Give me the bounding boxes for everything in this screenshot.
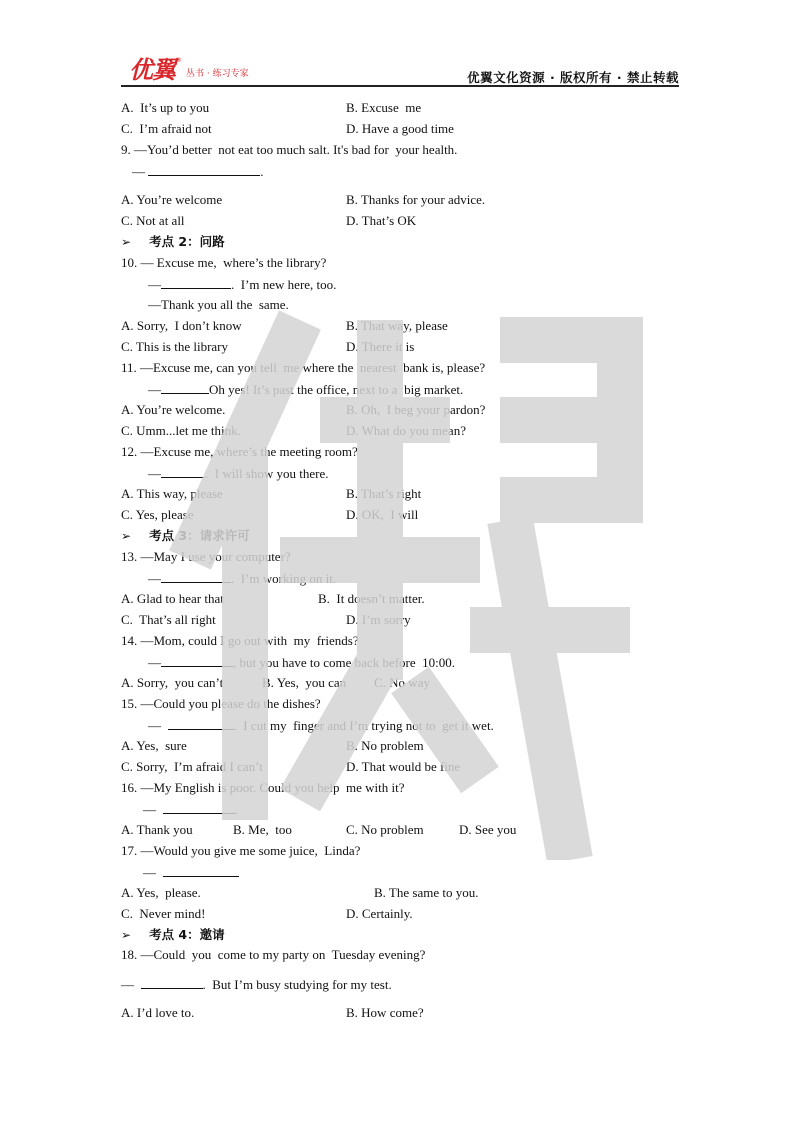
answer-blank [148, 163, 260, 176]
question-text: 18. —Could you come to my party on Tuesday evening? [121, 947, 426, 962]
logo-wordmark: 优翼 [129, 56, 175, 84]
page-header [121, 58, 679, 86]
answer-suffix: . I will show you there. [205, 466, 329, 481]
option-text: B. It doesn’t matter. [318, 591, 425, 606]
question-text: 17. —Would you give me some juice, Linda? [121, 843, 361, 858]
answer-blank [161, 570, 231, 583]
option-text: C. Never mind! [121, 906, 206, 921]
option-text: A. Thank you [121, 822, 193, 837]
option-text: B. No problem [346, 738, 424, 753]
option-text: A. You’re welcome [121, 192, 223, 207]
option-text: C. Umm...let me think. [121, 423, 241, 438]
question-text: 10. — Excuse me, where’s the library? [121, 255, 327, 270]
option-text: B. Oh, I beg your pardon? [346, 402, 486, 417]
brand-logo [129, 58, 249, 82]
question-text: 14. —Mom, could I go out with my friends? [121, 633, 359, 648]
option-text: C. No problem [346, 822, 424, 837]
option-text: C. This is the library [121, 339, 229, 354]
header-divider [121, 85, 679, 87]
answer-suffix: . I’m working on it. [231, 571, 337, 586]
option-text: C. I’m afraid not [121, 121, 212, 136]
question-text: 13. —May I use your computer? [121, 549, 291, 564]
option-text: D. I’m sorry [346, 612, 411, 627]
arrow-bullet-icon: ➢ [121, 235, 132, 249]
option-text: A. Glad to hear that [121, 591, 224, 606]
section-heading [121, 234, 225, 250]
option-text: D. OK, I will [346, 507, 419, 522]
section-heading [121, 528, 250, 544]
answer-line [143, 801, 238, 818]
option-text: D. That’s OK [346, 213, 417, 228]
option-text: C. That’s all right [121, 612, 216, 627]
arrow-bullet-icon: ➢ [121, 529, 132, 543]
answer-prefix: — [148, 718, 168, 733]
question-text: 9. —You’d better not eat too much salt. It's bad for your health. [121, 142, 458, 157]
option-text: B. That’s right [346, 486, 422, 501]
option-text: C. No way [374, 675, 430, 690]
answer-prefix: — [121, 977, 141, 992]
copyright-notice: 优翼文化资源 · 版权所有 · 禁止转载 [467, 70, 679, 85]
question-text: 16. —My English is poor. Could you help me with it? [121, 780, 405, 795]
option-text: B. Me, too [233, 822, 292, 837]
option-text: B. That way, please [346, 318, 448, 333]
answer-blank [168, 717, 234, 730]
answer-line [121, 976, 392, 993]
answer-blank [141, 976, 203, 989]
answer-prefix: — [143, 865, 163, 880]
option-text: B. How come? [346, 1005, 424, 1020]
option-text: C. Sorry, I’m afraid I can’t [121, 759, 263, 774]
section-title: 考点 3：请求许可 [149, 528, 250, 543]
option-text: A. You’re welcome. [121, 402, 226, 417]
option-text: C. Not at all [121, 213, 185, 228]
option-text: B. The same to you. [374, 885, 479, 900]
option-text: A. Sorry, you can’t [121, 675, 224, 690]
option-text: A. Sorry, I don’t know [121, 318, 242, 333]
option-text: —Thank you all the same. [148, 297, 289, 312]
option-text: D. That would be fine [346, 759, 461, 774]
answer-suffix: . But I’m busy studying for my test. [202, 977, 392, 992]
registered-mark: ® [176, 57, 182, 64]
answer-suffix: . [234, 802, 238, 817]
answer-blank [163, 801, 235, 814]
answer-line [148, 465, 328, 482]
answer-blank [161, 465, 205, 478]
answer-prefix: — [148, 571, 161, 586]
answer-suffix: Oh yes! It’s past the office, next to a big market. [209, 382, 464, 397]
logo-tagline: 丛书 · 练习专家 [186, 69, 249, 79]
answer-line [148, 276, 336, 293]
answer-suffix: . [260, 164, 264, 179]
option-text: A. This way, please [121, 486, 223, 501]
option-text: B. Yes, you can [262, 675, 347, 690]
answer-line [132, 163, 264, 180]
option-text: A. I’d love to. [121, 1005, 195, 1020]
question-text: 11. —Excuse me, can you tell me where the nearest bank is, please? [121, 360, 486, 375]
answer-prefix: — [148, 277, 161, 292]
option-text: D. There it is [346, 339, 415, 354]
option-text: D. Certainly. [346, 906, 413, 921]
option-text: D. See you [459, 822, 517, 837]
answer-suffix: . I cut my finger and I’m trying not to get it wet. [233, 718, 494, 733]
answer-line [148, 570, 336, 587]
arrow-bullet-icon: ➢ [121, 928, 132, 942]
answer-blank [161, 654, 233, 667]
answer-suffix: . I’m new here, too. [231, 277, 337, 292]
option-text: D. Have a good time [346, 121, 454, 136]
answer-prefix: — [148, 382, 161, 397]
answer-blank [161, 381, 209, 394]
question-text: 15. —Could you please do the dishes? [121, 696, 321, 711]
answer-blank [161, 276, 231, 289]
section-title: 考点 2：问路 [149, 234, 225, 249]
option-text: A. Yes, sure [121, 738, 187, 753]
question-text: 12. —Excuse me, where’s the meeting room? [121, 444, 358, 459]
option-text: C. Yes, please [121, 507, 194, 522]
answer-prefix: — [148, 466, 161, 481]
section-heading [121, 927, 225, 943]
answer-line [148, 717, 494, 734]
answer-line [148, 654, 455, 671]
option-text: A. It’s up to you [121, 100, 210, 115]
option-text: D. What do you mean? [346, 423, 466, 438]
section-title: 考点 4：邀请 [149, 927, 225, 942]
answer-blank [163, 864, 239, 877]
option-text: B. Thanks for your advice. [346, 192, 486, 207]
option-text: B. Excuse me [346, 100, 422, 115]
answer-prefix: — [132, 164, 149, 179]
answer-line [143, 864, 239, 881]
answer-prefix: — [148, 655, 161, 670]
answer-suffix: , but you have to come back before 10:00. [233, 655, 456, 670]
answer-prefix: — [143, 802, 163, 817]
option-text: A. Yes, please. [121, 885, 201, 900]
answer-line [148, 381, 463, 398]
